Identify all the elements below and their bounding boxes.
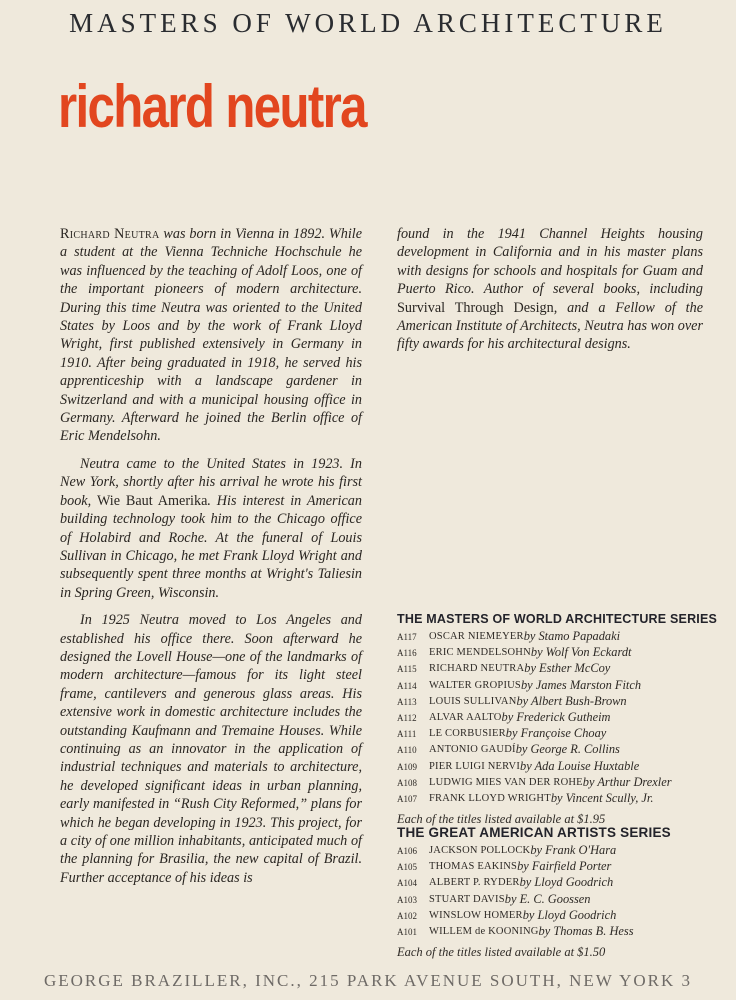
list-item-name: THOMAS EAKINS (429, 861, 518, 873)
series-header: MASTERS OF WORLD ARCHITECTURE (69, 8, 667, 38)
list-item-code: A102 (397, 910, 417, 921)
list-item (397, 710, 707, 726)
book-title-survival-through-design: Survival Through Design (397, 299, 554, 316)
list-item-code: A114 (397, 680, 417, 691)
list-item-by: by Albert Bush-Brown (516, 693, 627, 708)
biography-left-column (60, 225, 362, 896)
list-item-code: A117 (397, 632, 417, 642)
list-item-by: by Stamo Papadaki (523, 629, 621, 643)
list-item (397, 759, 707, 775)
list-item-name: WINSLOW HOMER (429, 909, 523, 921)
book-title: richard neutra (58, 73, 366, 140)
list-item-by: by Françoise Choay (505, 726, 607, 741)
list-item-by: by Wolf Von Eckardt (530, 645, 632, 660)
list-item-by: by Vincent Scully, Jr. (550, 791, 654, 806)
list-item-code: A111 (397, 729, 417, 740)
list-item-code: A106 (397, 846, 417, 856)
list-item-code: A113 (397, 696, 417, 707)
list-item (397, 843, 707, 859)
list-item-code: A101 (397, 927, 417, 938)
list-item-by: by Arthur Drexler (582, 774, 672, 789)
artists-series-list (397, 825, 707, 960)
list-item-name: WILLEM de KOONING (429, 926, 539, 938)
biography-right-column (397, 225, 703, 363)
list-item-name: STUART DAVIS (429, 893, 505, 905)
architecture-series-list (397, 612, 718, 827)
list-item-name: ERIC MENDELSOHN (429, 647, 531, 659)
list-item (397, 629, 707, 645)
list-item-by: by James Marston Fitch (520, 677, 642, 692)
book-title-wie-baut-amerika: Wie Baut Amerika (96, 492, 208, 509)
list-item-name: LOUIS SULLIVAN (429, 695, 517, 707)
artists-series-heading: THE GREAT AMERICAN ARTISTS SERIES (397, 825, 671, 840)
list-item-code: A112 (397, 713, 417, 724)
list-item-by: by George R. Collins (515, 742, 620, 757)
list-item-by: by Ada Louise Huxtable (520, 758, 640, 773)
list-item (397, 726, 707, 742)
list-item (397, 908, 707, 924)
bio-paragraph-1: Richard Neutra was born in Vienna in 1892. While a student at the Vienna Techniche Hochschule he was influenced by the teaching of Adolf Loos, one of the important pioneers of modern architecture. During this time Neutra was oriented to the United States by Loos and by the work of Frank Lloyd Wright, first published extensively in Germany in 1910. After being graduated in 1918, he served his apprenticeship with a landscape gardener in Switzerland and with a municipal housing office in Germany. Afterward he joined the Berlin office of Eric Mendelsohn. (60, 226, 362, 445)
list-item-by: by E. C. Goossen (504, 891, 591, 906)
list-item (397, 694, 707, 710)
list-item (397, 859, 707, 875)
list-item-by: by Esther McCoy (524, 661, 611, 676)
list-item-by: by Thomas B. Hess (538, 924, 634, 939)
list-item-code: A116 (397, 648, 417, 659)
list-item-code: A109 (397, 761, 417, 772)
list-item-by: by Lloyd Goodrich (519, 875, 614, 890)
list-item-name: ALBERT P. RYDER (429, 877, 520, 889)
list-item-by: by Frederick Gutheim (501, 710, 611, 725)
list-item-by: by Lloyd Goodrich (522, 907, 617, 922)
list-item-by: by Fairfield Porter (517, 859, 612, 874)
list-item (397, 661, 707, 677)
list-item-name: ALVAR AALTO (429, 712, 502, 724)
bio-paragraph-4: found in the 1941 Channel Heights housing development in California and in his master plans with designs for schools and hospitals for Guam and Puerto Rico. Author of several books, including Survival Through Design, and a Fellow of the American Institute of Architects, Neutra has won over fifty awards for his architectural designs. (397, 226, 703, 353)
list-item-name: OSCAR NIEMEYER (429, 631, 524, 642)
list-item (397, 742, 707, 758)
list-item-code: A104 (397, 878, 417, 889)
publisher-footer: GEORGE BRAZILLER, INC., 215 PARK AVENUE SOUTH, NEW YORK 3 (43, 971, 693, 990)
list-item-name: WALTER GROPIUS (429, 679, 521, 691)
architecture-series-heading: THE MASTERS OF WORLD ARCHITECTURE SERIES (397, 612, 718, 626)
bio-paragraph-2: Neutra came to the United States in 1923. In New York, shortly after his arrival he wrote his first book, Wie Baut Amerika. His interest in American building technology took him to the Chicago office of Holabird and Roche. At the funeral of Louis Sullivan in Chicago, he met Frank Lloyd Wright and subsequently spent three months at Wright's Taliesin in Spring Green, Wisconsin. (60, 455, 362, 601)
list-item-name: PIER LUIGI NERVI (429, 760, 521, 772)
list-item-name: RICHARD NEUTRA (429, 663, 525, 675)
list-item (397, 892, 707, 908)
list-item-name: LE CORBUSIER (429, 728, 506, 740)
list-item-code: A115 (397, 664, 417, 675)
artists-series-price: Each of the titles listed available at $1.50 (397, 945, 606, 960)
list-item (397, 875, 707, 891)
list-item (397, 645, 707, 661)
bio-paragraph-3: In 1925 Neutra moved to Los Angeles and established his office there. Soon afterward he designed the Lovell House—one of the landmarks of modern architecture—famous for its light steel frame, cantilevers and generous glass areas. His extensive work in domestic architecture includes the outstanding Kaufmann and Tremaine Houses. While continuing as an innovator in the application of industrial techniques and materials to architecture, he developed significant ideas in urban planning, early manifested in “Rush City Reformed,” plans for which he began developing in 1923. This project, for a city of one million inhabitants, anticipated much of the planning for Brasilia, the new capital of Brazil. Further acceptance of his ideas is (60, 612, 362, 886)
list-item (397, 791, 707, 807)
list-item (397, 775, 707, 791)
list-item-name: FRANK LLOYD WRIGHT (429, 793, 551, 805)
list-item-name: JACKSON POLLOCK (429, 845, 531, 856)
bio-lead-name: Richard Neutra (60, 226, 160, 242)
list-item-code: A107 (397, 794, 417, 805)
list-item-by: by Frank O'Hara (530, 843, 617, 857)
architecture-series-price: Each of the titles listed available at $1.95 (397, 812, 606, 827)
list-item-code: A103 (397, 894, 417, 905)
list-item-code: A105 (397, 862, 417, 873)
list-item (397, 678, 707, 694)
list-item (397, 924, 707, 940)
list-item-code: A108 (397, 777, 417, 788)
list-item-code: A110 (397, 745, 417, 756)
list-item-name: LUDWIG MIES VAN DER ROHE (429, 776, 583, 788)
list-item-name: ANTONIO GAUDÍ (429, 744, 516, 756)
